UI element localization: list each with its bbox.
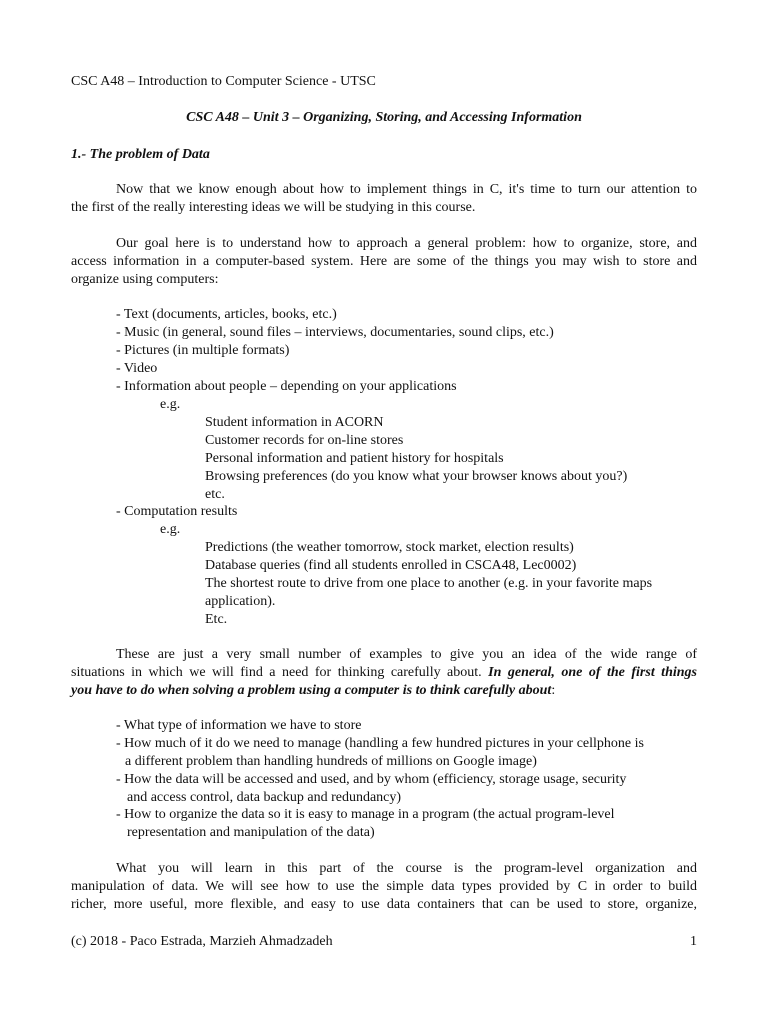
computation-example: Database queries (find all students enrolled in CSCA48, Lec0002): [205, 558, 577, 573]
people-example: Student information in ACORN: [205, 415, 384, 430]
people-example: Personal information and patient history for hospitals: [205, 451, 504, 466]
people-example: Customer records for on-line stores: [205, 433, 404, 448]
para2-line1: Our goal here is to understand how to approach a general problem: how to organize, store, and: [116, 236, 697, 251]
para3-emphasis: you have to do when solving a problem using a computer is to think carefully about: [71, 683, 552, 698]
para1-line2: the first of the really interesting ideas we will be studying in this course.: [71, 200, 476, 215]
list-item-computation: - Computation results: [116, 504, 238, 519]
consideration-item: - How much of it do we need to manage (handling a few hundred pictures in your cellphone is: [116, 736, 644, 751]
para3-emphasis: In general, one of the first things: [488, 665, 697, 680]
para4-line2: manipulation of data. We will see how to use the simple data types provided by C in order to build: [71, 879, 697, 894]
para2-line3: organize using computers:: [71, 272, 219, 287]
list-item-pictures: - Pictures (in multiple formats): [116, 343, 290, 358]
para4-line1: What you will learn in this part of the course is the program-level organization and: [116, 861, 697, 876]
para3-line1: These are just a very small number of examples to give you an idea of the wide range of: [116, 647, 697, 662]
para3-plain-text: situations in which we will find a need for thinking carefully about.: [71, 665, 489, 680]
para3-line2: [71, 664, 697, 682]
course-header: CSC A48 – Introduction to Computer Science - UTSC: [71, 74, 376, 89]
people-example: Browsing preferences (do you know what your browser knows about you?): [205, 469, 628, 484]
eg-label: e.g.: [160, 397, 181, 412]
eg-label: e.g.: [160, 522, 181, 537]
consideration-item: - What type of information we have to store: [116, 718, 362, 733]
consideration-item-cont: a different problem than handling hundreds of millions on Google image): [125, 754, 537, 769]
para3-colon: :: [551, 683, 556, 698]
consideration-item: - How to organize the data so it is easy to manage in a program (the actual program-level: [116, 807, 615, 822]
list-item-video: - Video: [116, 361, 158, 376]
para4-line3: richer, more useful, more flexible, and easy to use data containers that can be used to store, organize,: [71, 897, 697, 912]
footer-copyright: (c) 2018 - Paco Estrada, Marzieh Ahmadzadeh: [71, 934, 333, 949]
para3-line3: [71, 682, 555, 700]
consideration-item: - How the data will be accessed and used, and by whom (efficiency, storage usage, security: [116, 772, 627, 787]
document-title: CSC A48 – Unit 3 – Organizing, Storing, and Accessing Information: [186, 110, 582, 125]
computation-example: Predictions (the weather tomorrow, stock market, election results): [205, 540, 574, 555]
para1-line1: Now that we know enough about how to implement things in C, it's time to turn our attention to: [116, 182, 697, 197]
list-item-text: - Text (documents, articles, books, etc.): [116, 307, 337, 322]
computation-example: The shortest route to drive from one place to another (e.g. in your favorite maps: [205, 576, 653, 591]
computation-example: Etc.: [205, 612, 228, 627]
list-item-music: - Music (in general, sound files – interviews, documentaries, sound clips, etc.): [116, 325, 554, 340]
people-example: etc.: [205, 487, 225, 502]
consideration-item-cont: representation and manipulation of the data): [127, 825, 375, 840]
consideration-item-cont: and access control, data backup and redundancy): [127, 790, 402, 805]
page-number: 1: [690, 934, 697, 949]
section-heading: 1.- The problem of Data: [71, 147, 210, 162]
computation-example: application).: [205, 594, 276, 609]
para2-line2: access information in a computer-based system. Here are some of the things you may wish to store and: [71, 254, 697, 269]
list-item-people: - Information about people – depending on your applications: [116, 379, 457, 394]
